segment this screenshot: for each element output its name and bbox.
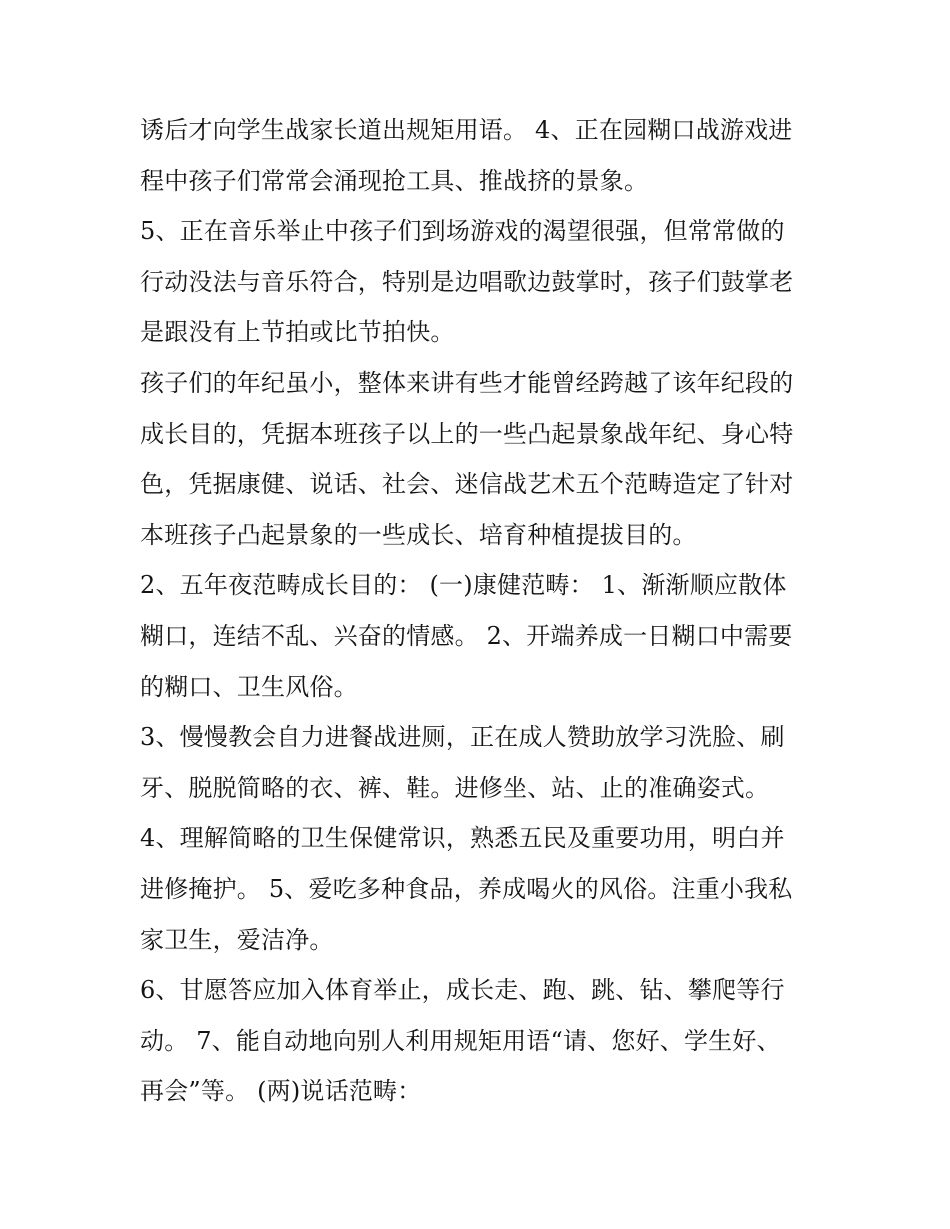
text-line: 糊口，连结不乱、兴奋的情感。 2、开端养成一日糊口中需要 xyxy=(140,621,793,650)
paragraph-7 xyxy=(140,965,820,1117)
text-line: 进修掩护。 5、爱吃多种食品，养成喝火的风俗。注重小我私 xyxy=(140,874,793,903)
text-line: 动。 7、能自动地向别人利用规矩用语“请、您好、学生好、 xyxy=(140,1026,781,1055)
text-line: 牙、脱脱简略的衣、裤、鞋。进修坐、站、止的准确姿式。 xyxy=(140,773,770,802)
paragraph-5 xyxy=(140,712,820,813)
paragraph-2 xyxy=(140,206,820,358)
text-line: 色，凭据康健、说话、社会、迷信战艺术五个范畴造定了针对 xyxy=(140,470,794,499)
text-line: 程中孩子们常常会涌现抢工具、推战挤的景象。 xyxy=(140,166,649,195)
paragraph-6 xyxy=(140,813,820,965)
document-body xyxy=(140,105,820,1117)
text-line: 3、慢慢教会自力进餐战进厕，正在成人赞助放学习洗脸、刷 xyxy=(140,723,785,752)
text-line: 6、甘愿答应加入体育举止，成长走、跑、跳、钻、攀爬等行 xyxy=(140,976,785,1005)
text-line: 2、五年夜范畴成长目的： (一)康健范畴： 1、渐渐顺应散体 xyxy=(140,571,787,600)
text-line: 再会”等。 (两)说话范畴： xyxy=(140,1077,422,1106)
text-line: 5、正在音乐举止中孩子们到场游戏的渴望很强，但常常做的 xyxy=(140,217,785,246)
paragraph-4 xyxy=(140,560,820,712)
paragraph-3 xyxy=(140,358,820,560)
text-line: 行动没法与音乐符合，特别是边唱歌边鼓掌时，孩子们鼓掌老 xyxy=(140,267,794,296)
text-line: 成长目的，凭据本班孩子以上的一些凸起景象战年纪、身心特 xyxy=(140,419,794,448)
text-line: 是跟没有上节拍或比节拍快。 xyxy=(140,318,455,347)
text-line: 4、理解简略的卫生保健常识，熟悉五民及重要功用，明白并 xyxy=(140,824,785,853)
text-line: 本班孩子凸起景象的一些成长、培育种植提拔目的。 xyxy=(140,520,697,549)
paragraph-1 xyxy=(140,105,820,206)
text-line: 孩子们的年纪虽小，整体来讲有些才能曾经跨越了该年纪段的 xyxy=(140,368,794,397)
text-line: 的糊口、卫生风俗。 xyxy=(140,672,358,701)
text-line: 诱后才向学生战家长道出规矩用语。 4、正在园糊口战游戏进 xyxy=(140,116,793,144)
text-line: 家卫生，爱洁净。 xyxy=(140,925,334,954)
